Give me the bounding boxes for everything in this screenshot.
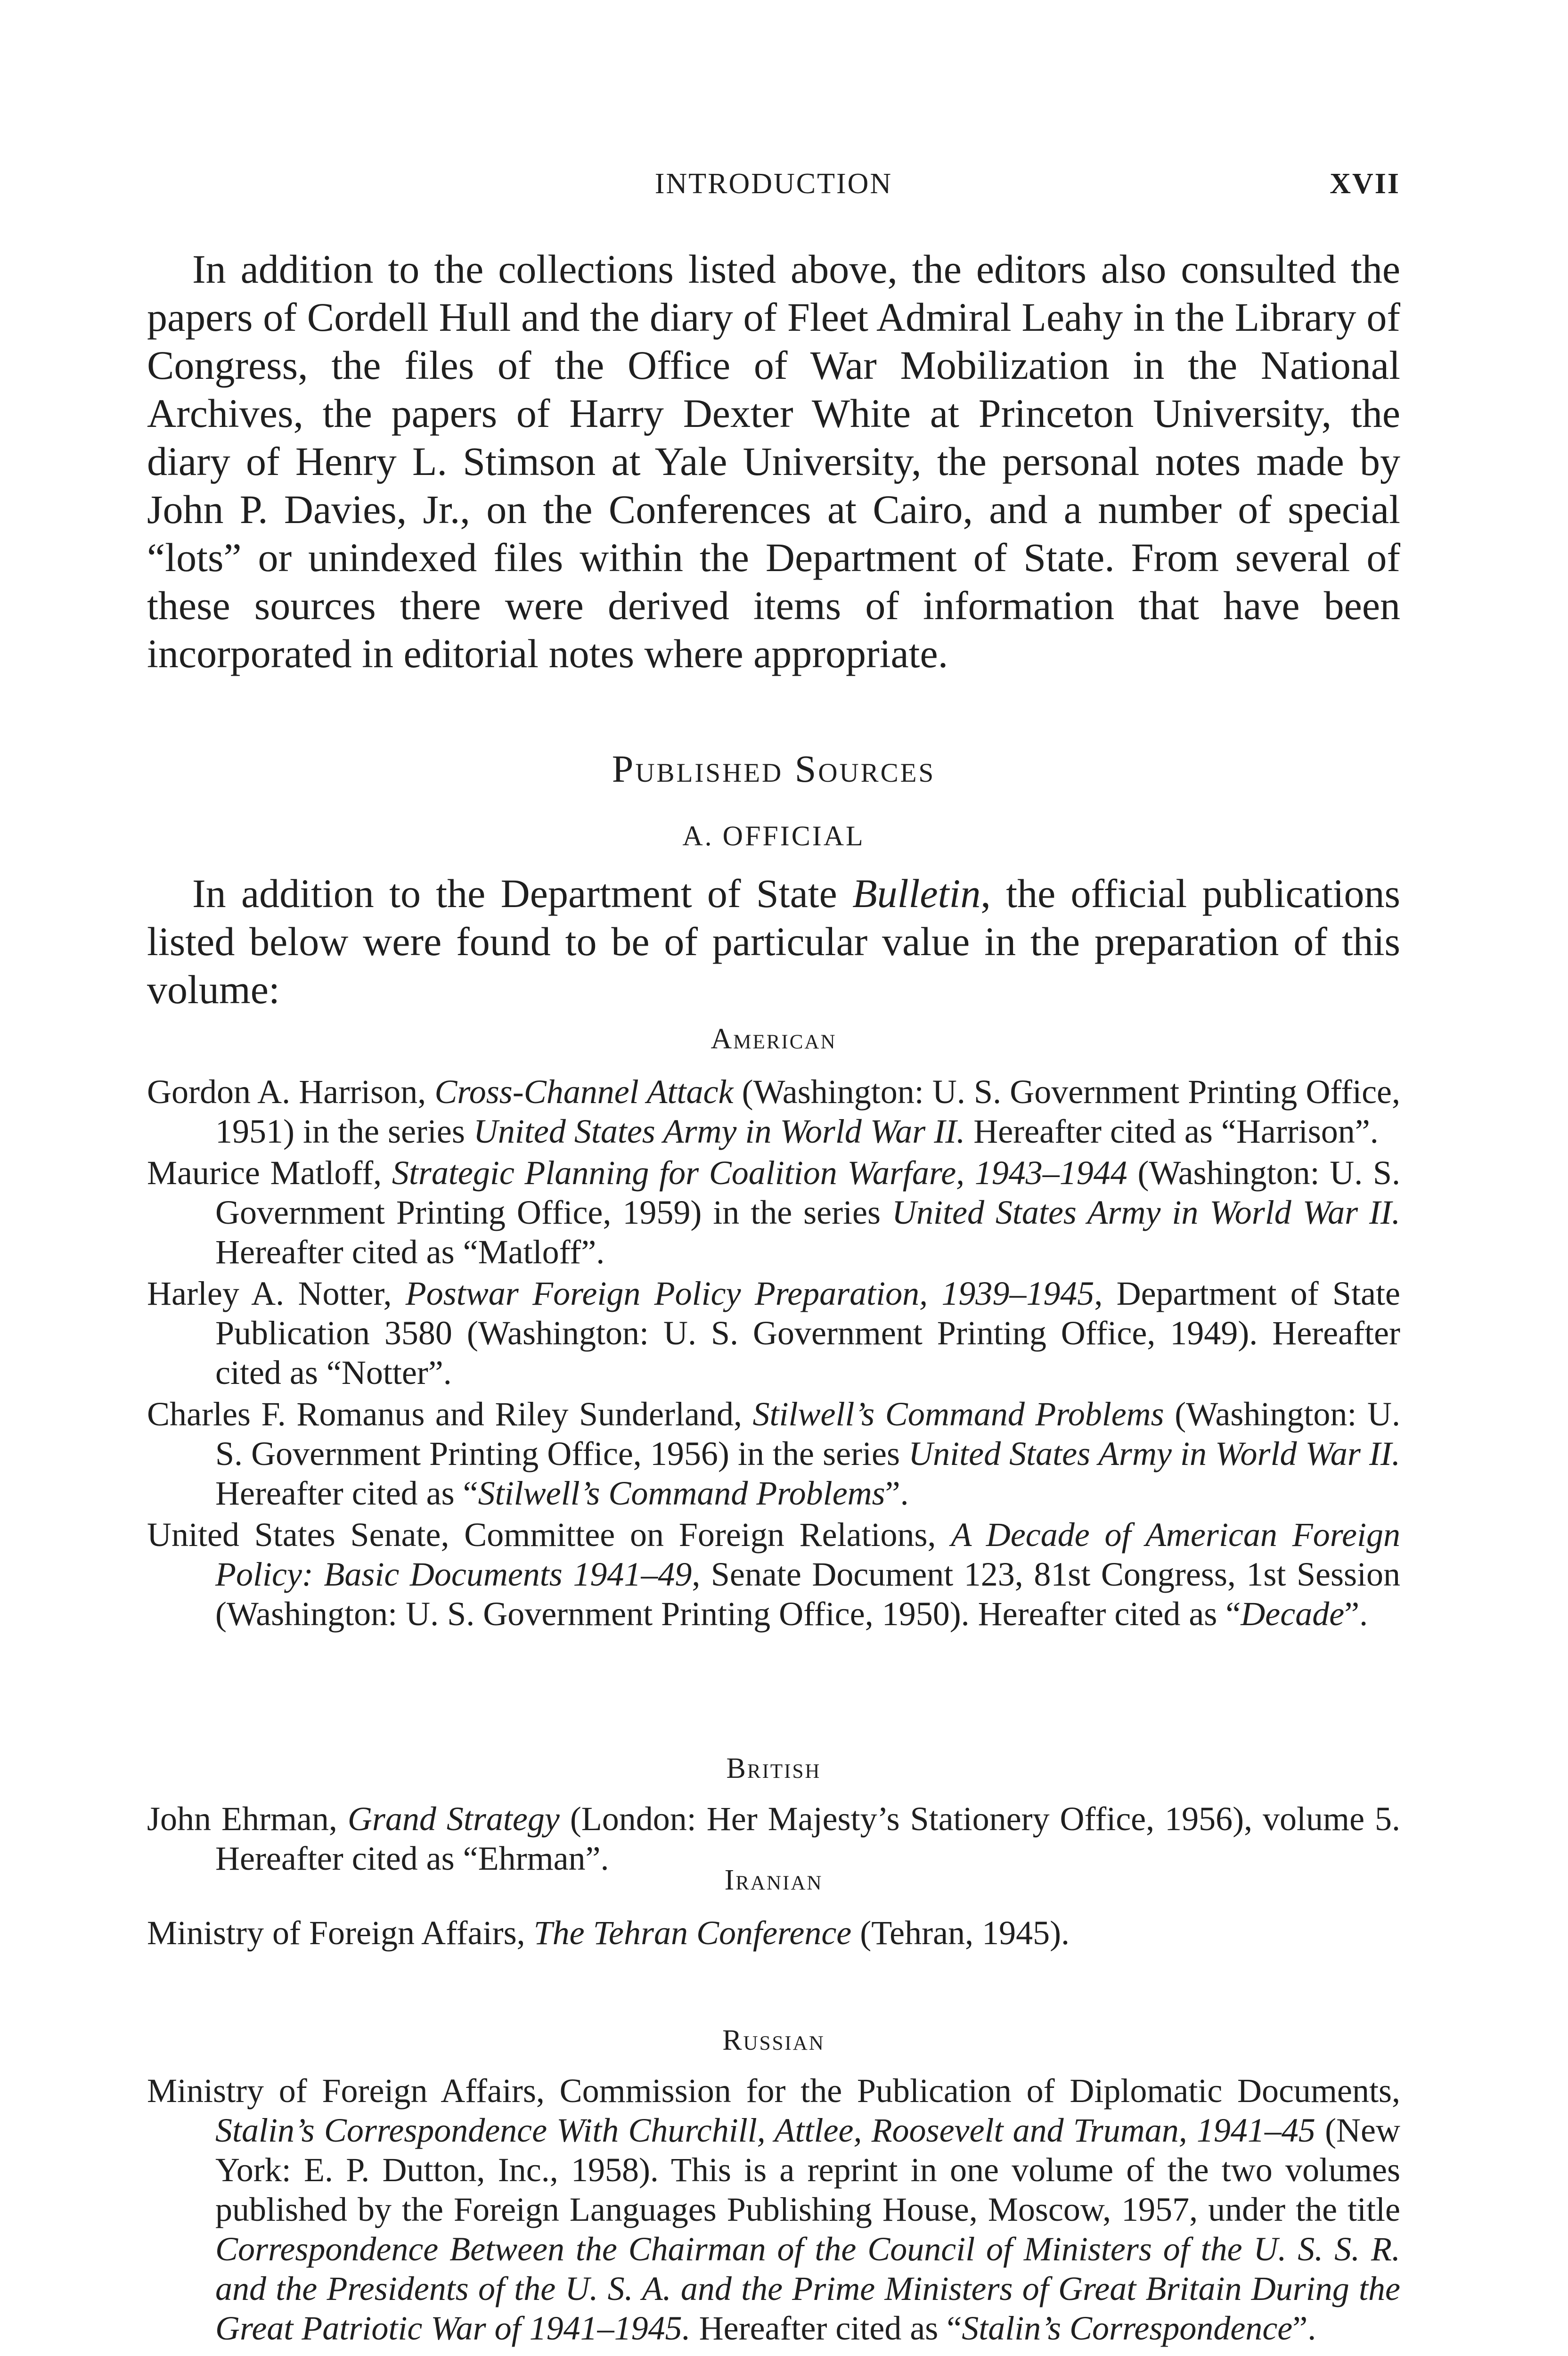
entry-text: Harley A. Notter, bbox=[147, 1275, 406, 1312]
section-heading-russian: Russian bbox=[722, 2024, 825, 2056]
bibliography-list-american bbox=[147, 1072, 1400, 1636]
entry-text: (Washington: U. S. Government Printing Office, 1951) in the series bbox=[215, 1073, 1400, 1150]
bibliography-list-iranian bbox=[147, 1913, 1400, 1955]
entry-italic-title: The Tehran Conference bbox=[533, 1914, 852, 1952]
published-sources-heading: Published Sources bbox=[612, 747, 936, 790]
bibliography-entry bbox=[147, 1394, 1400, 1513]
entry-text: Hereafter cited as “Harrison”. bbox=[965, 1113, 1379, 1150]
page-number: XVII bbox=[1330, 168, 1400, 200]
official-subheading: A. OFFICIAL bbox=[682, 820, 865, 851]
entry-text: (London: Her Majesty’s Stationery Office, 1956), volume 5. Hereafter cited as “Ehrman”. bbox=[215, 1800, 1401, 1877]
section-heading-american: American bbox=[710, 1023, 837, 1055]
entry-italic-title: Stilwell’s Command Problems bbox=[478, 1474, 885, 1512]
section-heading-iranian: Iranian bbox=[724, 1864, 823, 1896]
section-heading-british: British bbox=[726, 1752, 821, 1784]
entry-text: United States Senate, Committee on Foreign Relations, bbox=[147, 1516, 951, 1554]
entry-italic-title: Strategic Planning for Coalition Warfare, 1943–1944 bbox=[392, 1154, 1127, 1192]
bibliography-entry bbox=[147, 1274, 1400, 1392]
entry-text: , Department of State Publication 3580 (Washington: U. S. Government Printing Office, 1949). Hereafter cited as “Notter”. bbox=[215, 1275, 1401, 1391]
official-intro-paragraph bbox=[147, 869, 1400, 1014]
bibliography-list-russian bbox=[147, 2071, 1400, 2350]
entry-text: , Senate Document 123, 81st Congress, 1st Session (Washington: U. S. Government Printing Office, 1950). Hereafter cited as “ bbox=[215, 1555, 1400, 1633]
entry-italic-title: Grand Strategy bbox=[347, 1800, 560, 1838]
entry-italic-title: Postwar Foreign Policy Preparation, 1939–1945 bbox=[405, 1275, 1094, 1312]
entry-italic-title: United States Army in World War II. bbox=[473, 1113, 965, 1150]
entry-text: Hereafter cited as “ bbox=[215, 1474, 478, 1512]
bibliography-entry bbox=[147, 2071, 1400, 2348]
entry-text: Gordon A. Harrison, bbox=[147, 1073, 435, 1111]
paragraph-text: , the official publications listed below were found to be of particular value in the preparation of this volume: bbox=[147, 871, 1400, 1012]
entry-text: Ministry of Foreign Affairs, bbox=[147, 1914, 534, 1952]
entry-text: (Tehran, 1945). bbox=[851, 1914, 1070, 1952]
entry-text: ”. bbox=[1344, 1595, 1368, 1633]
paragraph-italic: Bulletin bbox=[852, 871, 981, 916]
bibliography-entry bbox=[147, 1072, 1400, 1151]
entry-text: Hereafter cited as “Matloff”. bbox=[215, 1233, 605, 1271]
entry-text: Charles F. Romanus and Riley Sunderland, bbox=[147, 1395, 753, 1433]
entry-text: ”. bbox=[885, 1474, 909, 1512]
entry-italic-title: A Decade of American Foreign Policy: Basic Documents 1941–49 bbox=[215, 1516, 1400, 1593]
entry-text: Hereafter cited as “ bbox=[690, 2309, 962, 2347]
entry-text: Ministry of Foreign Affairs, Commission for the Publication of Diplomatic Documents, bbox=[147, 2072, 1400, 2110]
entry-italic-title: Cross-Channel Attack bbox=[434, 1073, 734, 1111]
entry-italic-title: Decade bbox=[1241, 1595, 1345, 1633]
entry-italic-title: Stalin’s Correspondence bbox=[962, 2309, 1293, 2347]
bibliography-entry bbox=[147, 1913, 1400, 1953]
entry-italic-title: United States Army in World War II. bbox=[891, 1194, 1400, 1231]
entry-text: (New York: E. P. Dutton, Inc., 1958). This is a reprint in one volume of the two volumes published by the Foreign Languages Publishing House, Moscow, 1957, under the title bbox=[215, 2111, 1400, 2228]
intro-paragraph: In addition to the collections listed above, the editors also consulted the papers of Cordell Hull and the diary of Fleet Admiral Leahy in the Library of Congress, the files of the Office of War Mobilization in the National Archives, the papers of Harry Dexter White at Princeton University, the diary of Henry L. Stimson at Yale University, the personal notes made by John P. Davies, Jr., on the Conferences at Cairo, and a number of special “lots” or unindexed files within the Department of State. From several of these sources there were derived items of information that have been incorporated in editorial notes where appropriate. bbox=[147, 246, 1400, 676]
entry-text: Maurice Matloff, bbox=[147, 1154, 392, 1192]
entry-italic-title: United States Army in World War II. bbox=[908, 1435, 1400, 1472]
entry-text: ”. bbox=[1292, 2309, 1316, 2347]
bibliography-entry bbox=[147, 1515, 1400, 1634]
entry-italic-title: Stilwell’s Command Problems bbox=[752, 1395, 1164, 1433]
entry-italic-title: Stalin’s Correspondence With Churchill, Attlee, Roosevelt and Truman, 1941–45 bbox=[215, 2111, 1315, 2149]
entry-italic-title: Correspondence Between the Chairman of the Council of Ministers of the U. S. S. R. and the Presidents of the U. S. A. and the Prime Ministers of Great Britain During the Great Patriotic War of 1941–1945. bbox=[215, 2230, 1400, 2347]
running-head-title: INTRODUCTION bbox=[654, 168, 893, 200]
entry-text: (Washington: U. S. Government Printing Office, 1956) in the series bbox=[215, 1395, 1400, 1472]
running-head bbox=[147, 167, 1400, 210]
paragraph-text: In addition to the Department of State bbox=[192, 871, 853, 916]
entry-text: (Washington: U. S. Government Printing Office, 1959) in the series bbox=[215, 1154, 1400, 1231]
bibliography-entry bbox=[147, 1153, 1400, 1272]
entry-text: John Ehrman, bbox=[147, 1800, 348, 1838]
